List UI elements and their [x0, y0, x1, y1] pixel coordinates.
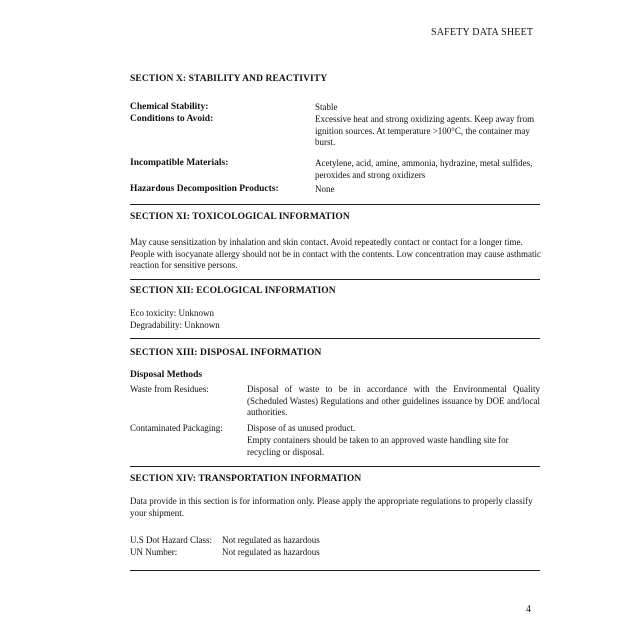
degradability-line: Degradability: Unknown — [130, 320, 220, 330]
contaminated-packaging-value-2: Empty containers should be taken to an approved waste handling site for recycling or disposal. — [247, 435, 509, 457]
un-number-label: UN Number: — [130, 547, 178, 557]
un-number-value: Not regulated as hazardous — [222, 547, 320, 557]
conditions-to-avoid-value: Excessive heat and strong oxidizing agents. Keep away from ignition sources. At temperature >100°C, the container may burst. — [315, 114, 535, 147]
document-header-title: SAFETY DATA SHEET — [431, 27, 534, 38]
section-13-heading: SECTION XIII: DISPOSAL INFORMATION — [130, 348, 322, 358]
dot-hazard-class-value: Not regulated as hazardous — [222, 535, 320, 545]
section-divider — [130, 570, 540, 571]
hazardous-decomposition-value: None — [315, 184, 335, 194]
page-number: 4 — [526, 604, 531, 615]
section-divider — [130, 338, 540, 339]
section-divider — [130, 279, 540, 280]
contaminated-packaging-value-1: Dispose of as unused product. — [247, 423, 356, 433]
eco-toxicity-line: Eco toxicity: Unknown — [130, 308, 214, 318]
chemical-stability-label: Chemical Stability: — [130, 102, 209, 112]
section-10-heading: SECTION X: STABILITY AND REACTIVITY — [130, 74, 328, 84]
disposal-methods-subheading: Disposal Methods — [130, 370, 203, 380]
incompatible-materials-label: Incompatible Materials: — [130, 158, 229, 168]
waste-from-residues-value: Disposal of waste to be in accordance with the Environmental Quality (Scheduled Wastes) Regulations and other guidelines issuance by DOE and/local authorities. — [247, 384, 540, 417]
chemical-stability-value: Stable — [315, 102, 338, 112]
section-divider — [130, 204, 540, 205]
waste-from-residues-label: Waste from Residues: — [130, 384, 209, 394]
hazardous-decomposition-label: Hazardous Decomposition Products: — [130, 184, 279, 194]
section-14-heading: SECTION XIV: TRANSPORTATION INFORMATION — [130, 474, 362, 484]
section-12-heading: SECTION XII: ECOLOGICAL INFORMATION — [130, 286, 336, 296]
section-11-heading: SECTION XI: TOXICOLOGICAL INFORMATION — [130, 212, 350, 222]
section-14-text: Data provide in this section is for information only. Please apply the appropriate regulations to properly classify your shipment. — [130, 496, 533, 518]
conditions-to-avoid-label: Conditions to Avoid: — [130, 114, 214, 124]
dot-hazard-class-label: U.S Dot Hazard Class: — [130, 535, 212, 545]
incompatible-materials-value: Acetylene, acid, amine, ammonia, hydrazine, metal sulfides, peroxides and strong oxidizers — [315, 158, 533, 180]
contaminated-packaging-label: Contaminated Packaging: — [130, 423, 223, 433]
section-divider — [130, 466, 540, 467]
section-11-text: May cause sensitization by inhalation and skin contact. Avoid repeatedly contact or contact for a longer time. People with isocyanate allergy should not be in contact with the contents. Low concentration may cause asthmatic reaction for sensitive persons. — [130, 237, 541, 270]
